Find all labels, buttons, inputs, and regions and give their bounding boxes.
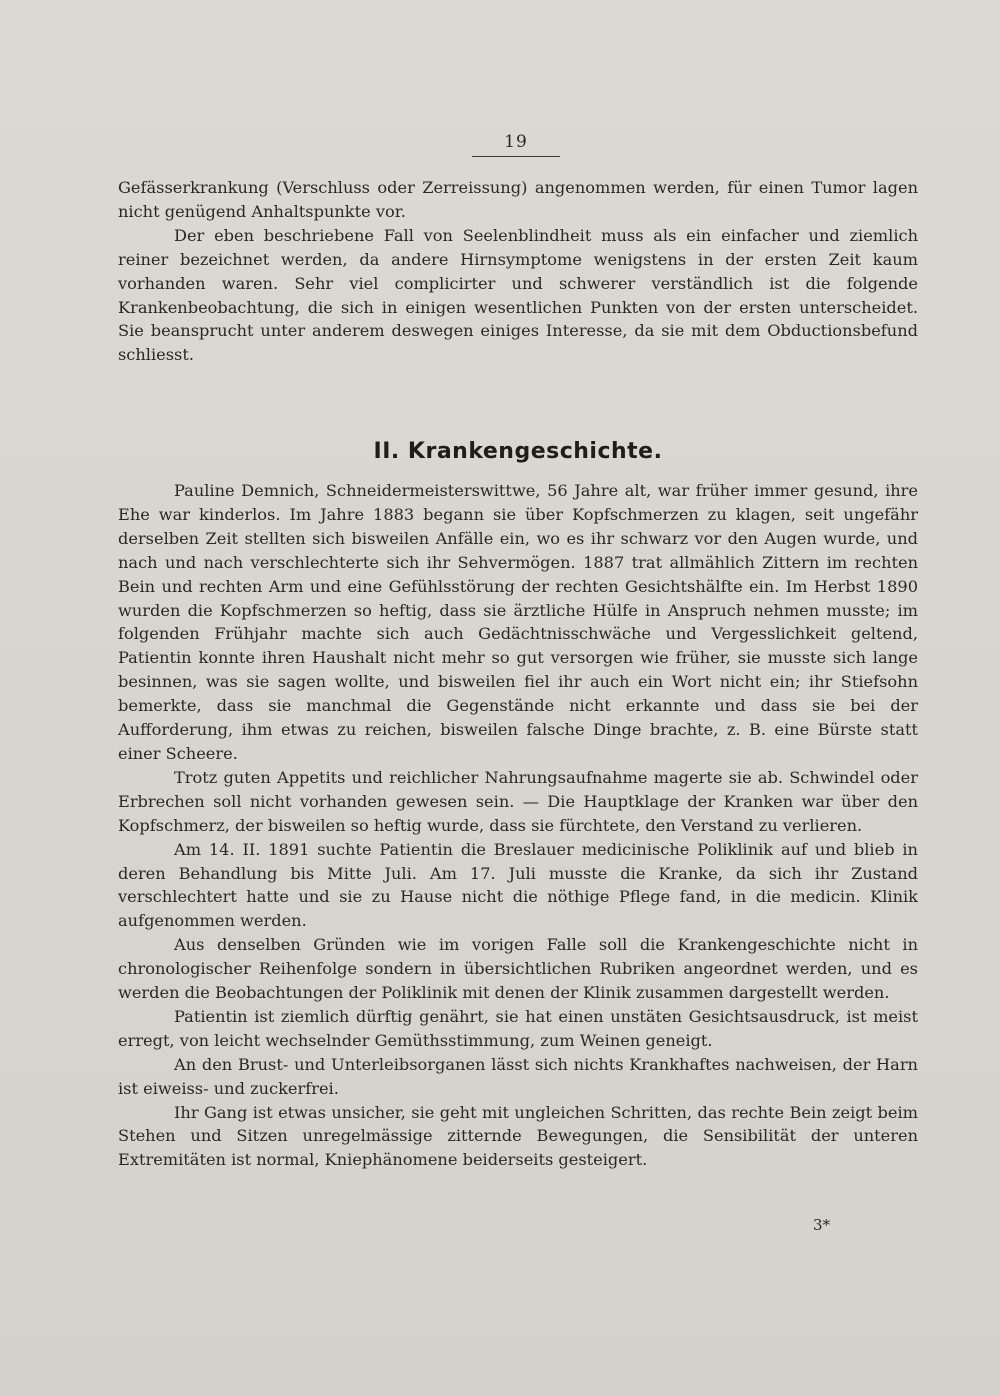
paragraph: An den Brust- und Unterleibsorganen lässt sich nichts Krankhaftes nachweisen, der Harn ist eiweiss- und zuckerfrei. xyxy=(118,1054,918,1098)
paragraph: Aus denselben Gründen wie im vorigen Falle soll die Krankengeschichte nicht in chronologischer Reihenfolge sondern in übersichtlichen Rubriken angeordnet werden, und es werden die Beobachtungen der Poliklinik mit denen der Klinik zusammen dargestellt werden. xyxy=(118,935,918,1003)
paragraph: Trotz guten Appetits und reichlicher Nahrungsaufnahme magerte sie ab. Schwindel oder Erbrechen soll nicht vorhanden gewesen sein. — Die Hauptklage der Kranken war über den Kopfschmerz, der bisweilen so heftig wurde, dass sie fürchtete, den Verstand zu verlieren. xyxy=(118,767,918,835)
paragraph: Patientin ist ziemlich dürftig genährt, sie hat einen unstäten Gesichtsausdruck, ist meist erregt, von leicht wechselnder Gemüthsstimmung, zum Weinen geneigt. xyxy=(118,1006,918,1050)
case-history-text-block xyxy=(118,479,918,1172)
section-heading: II. Krankengeschichte. xyxy=(373,439,663,464)
page-number-rule xyxy=(472,156,560,157)
paragraph: Der eben beschriebene Fall von Seelenblindheit muss als ein einfacher und ziemlich reiner bezeichnet werden, da andere Hirnsymptome wenigstens in der ersten Zeit kaum vorhanden waren. Sehr viel complicirter und schwerer verständlich ist die folgende Krankenbeobachtung, die sich in einigen wesentlichen Punkten von der ersten unterscheidet. Sie beansprucht unter anderem deswegen einiges Interesse, da sie mit dem Obductionsbefund schliesst. xyxy=(118,225,918,365)
paragraph: Ihr Gang ist etwas unsicher, sie geht mit ungleichen Schritten, das rechte Bein zeigt beim Stehen und Sitzen unregelmässige zitternde Bewegungen, die Sensibilität der unteren Extremitäten ist normal, Kniephänomene beiderseits gesteigert. xyxy=(118,1102,918,1170)
page-number: 19 xyxy=(504,132,528,152)
signature-mark: 3* xyxy=(812,1216,830,1234)
intro-text-block xyxy=(118,176,918,367)
paragraph-continuation: Gefässerkrankung (Verschluss oder Zerreissung) angenommen werden, für einen Tumor lagen nicht genügend Anhaltspunkte vor. xyxy=(118,178,918,221)
paragraph: Pauline Demnich, Schneidermeisterswittwe, 56 Jahre alt, war früher immer gesund, ihre Ehe war kinderlos. Im Jahre 1883 begann sie über Kopfschmerzen zu klagen, seit ungefähr derselben Zeit stellten sich bisweilen Anfälle ein, wo es ihr schwarz vor den Augen wurde, und nach und nach verschlechterte sich ihr Sehvermögen. 1887 trat allmählich Zittern im rechten Bein und rechten Arm und eine Gefühlsstörung der rechten Gesichtshälfte ein. Im Herbst 1890 wurden die Kopfschmerzen so heftig, dass sie ärztliche Hülfe in Anspruch nehmen musste; im folgenden Frühjahr machte sich auch Gedächtnisschwäche und Vergesslichkeit geltend, Patientin konnte ihren Haushalt nicht mehr so gut versorgen wie früher, sie musste sich lange besinnen, was sie sagen wollte, und bisweilen fiel ihr auch ein Wort nicht ein; ihr Stiefsohn bemerkte, dass sie manchmal die Gegenstände nicht erkannte und dass sie bei der Aufforderung, ihm etwas zu reichen, bisweilen falsche Dinge brachte, z. B. eine Bürste statt einer Scheere. xyxy=(118,481,918,763)
paragraph: Am 14. II. 1891 suchte Patientin die Breslauer medicinische Poliklinik auf und blieb in deren Behandlung bis Mitte Juli. Am 17. Juli musste die Kranke, da sich ihr Zustand verschlechtert hatte und sie zu Hause nicht die nöthige Pflege fand, in die medicin. Klinik aufgenommen werden. xyxy=(118,839,918,931)
